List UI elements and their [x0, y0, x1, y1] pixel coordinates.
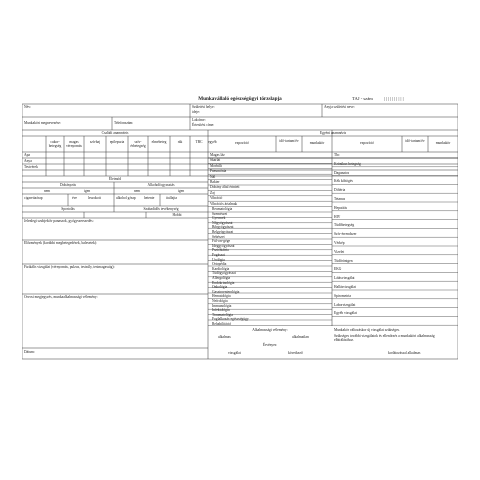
own-history-item: Bakter [210, 180, 220, 184]
family-col-2: szívbaj [89, 140, 101, 144]
right-list-item: Krónikus betegség [334, 161, 361, 166]
exposure-item: Hematológia [212, 294, 231, 299]
right-list-item: Vizelet [334, 249, 345, 254]
col-duration-right: idő-tartam/év [405, 139, 425, 143]
own-history-item: Vibrációs ártalmak [210, 201, 238, 206]
remarks-line-2: Szükséges további vizsgálatok és ellenőrzés a munkaköri alkalmasság elbírálásához. [334, 334, 435, 342]
own-history-title: Egyéni anamnézis [319, 131, 347, 135]
smoking-no[interactable]: nem [44, 189, 51, 193]
alcohol-yes[interactable]: igen [178, 189, 185, 193]
col-job-left: munkakör [309, 141, 325, 145]
exposure-item: Belgyógyászat [212, 230, 234, 234]
alcohol-drinks: italfajta [166, 196, 177, 200]
exposure-item: Nefrológia [212, 299, 228, 303]
right-list-item: Egyéb vizsgálat [334, 311, 357, 316]
exposure-item: Ideggyógyászat [212, 243, 235, 248]
exposure-item: Ortopédia [212, 262, 227, 267]
family-history-title: Családi anamnézis [101, 131, 129, 135]
col-exposure-right: expozíció [360, 141, 374, 145]
evaluation-fit[interactable]: alkalmas [218, 335, 231, 339]
field-address[interactable]: Lakcíme: [192, 118, 206, 122]
field-birth-place[interactable]: Születési helye: [192, 105, 215, 109]
field-notify-address[interactable]: Értesítési címe: [192, 123, 215, 127]
taj-label: TAJ - szám [352, 96, 373, 101]
own-history-item: Nál [210, 174, 216, 179]
evaluation-unfit[interactable]: alkalmatlan [292, 335, 309, 339]
exposure-item: Endokrinológia [212, 280, 235, 285]
right-list-item: Laborvizsgálat [334, 302, 356, 307]
own-history-item: Pneumónia [210, 169, 227, 174]
right-list-item: Daganatos [334, 170, 350, 175]
field-position[interactable]: Munkaköri megnevezése: [24, 121, 62, 125]
family-col-0: cukor-betegség [48, 140, 62, 148]
next-exam: következő [288, 351, 303, 355]
exposure-item: Szemészet [212, 211, 228, 216]
right-list-item: Hallásvizsgálat [334, 285, 356, 289]
medical-notes[interactable]: Orvosi megjegyzés, munkaalkalmassági vélemény: [24, 295, 98, 299]
exposure-item: Reumatológia [212, 207, 233, 211]
exposure-item: Sebészet [212, 234, 225, 239]
right-list-item: Kék köhögés [334, 179, 353, 184]
exposure-item: Foglalkozás-egészségügy [212, 317, 249, 322]
own-history-item: Dohány által érintett [210, 185, 240, 190]
family-col-5: elmebeteg [151, 140, 167, 144]
evaluation-label: Alkalmassági vélemény: [252, 328, 288, 332]
exposure-item: Rehabilitáció [212, 322, 232, 326]
exposure-item: Immunológia [212, 303, 232, 308]
exposure-item: Urológia [212, 257, 225, 262]
exposure-item: Gasztroenterológia [212, 289, 240, 294]
right-list-item: HIV [334, 214, 341, 219]
exposure-item: Bőrgyógyászat [212, 225, 234, 230]
exposure-item: Fül-orr-gége [212, 239, 231, 244]
exposure-item: Infektológia [212, 308, 230, 313]
signature-date[interactable]: Dátum: [24, 350, 35, 354]
smoking-yes[interactable]: igen [84, 189, 91, 193]
exposure-item: Traumatológia [212, 312, 234, 317]
exposure-item: Onkológia [212, 285, 228, 290]
own-history-item: Morbilli [210, 163, 222, 168]
smoking-quit: leszokott [88, 196, 101, 200]
family-row-siblings: Testvérek [24, 165, 38, 169]
exposure-item: Fogászat [212, 253, 225, 257]
form-title: Munkavállaló egészségügyi törzslapja [198, 96, 282, 102]
exposure-item: Allergológia [212, 276, 231, 280]
taj-boxes[interactable]: | | | | | | | | | | [384, 96, 404, 101]
family-row-mother: Anya [24, 159, 32, 163]
field-phone[interactable]: Telefonszám: [114, 121, 134, 125]
alcohol-label: Alkoholfogyasztás [147, 183, 175, 187]
cigarettes-per-day: cigaretta/nap [24, 196, 43, 200]
family-col-3: epilepszia [109, 140, 125, 144]
smoking-label: Dohányzás [60, 183, 76, 187]
right-list-item: Tetanus [334, 197, 346, 201]
right-list-item: EKG [334, 267, 342, 272]
family-col-6: rák [177, 140, 183, 144]
own-history-item: Magas láz [210, 153, 225, 157]
family-row-father: Apa [24, 153, 30, 157]
col-duration-left: idő-tartam/év [279, 139, 299, 143]
smoking-years: éve [72, 196, 77, 200]
field-name[interactable]: Név: [24, 105, 31, 109]
exposure-item: Nőgyógyászat [212, 220, 233, 225]
exposure-item: Pszichiátria [212, 248, 229, 253]
previous-history[interactable]: Előzmények (korábbi megbetegedések, balesetek): [24, 241, 98, 245]
right-list-item: Látásvizsgálat [334, 276, 355, 281]
family-col-4: szív-érbetegség [130, 140, 146, 148]
right-list-item: Vérkép [334, 241, 345, 245]
alcohol-no[interactable]: nem [134, 189, 141, 193]
right-list-item: Spirometria [334, 293, 351, 298]
own-history-item: Vibráció [210, 196, 223, 201]
hobby-label: Hobbi [172, 213, 182, 217]
exposure-item: Kardiológia [212, 266, 230, 271]
alcohol-amount: alkohol g/nap [116, 196, 136, 200]
lifestyle-title: Életmód [108, 177, 122, 181]
right-list-item: Tüdőbetegség [334, 223, 355, 228]
exam-date: vizsgálat [228, 351, 241, 355]
health-record-sheet [22, 96, 458, 360]
right-list-item: Tbc [334, 153, 340, 157]
right-list-item: Szív-érrendszer [334, 232, 357, 237]
field-mother-name[interactable]: Anyja születési neve: [324, 105, 355, 109]
own-history-item: Zaj [210, 190, 215, 195]
free-time-label: Szabadidős tevékenység [143, 207, 179, 211]
current-complaints[interactable]: Jelenlegi szubjektív panaszok, gyógyszerszedés: [24, 219, 94, 223]
valid-until: Érvényes: [262, 343, 278, 347]
right-list-item: Tüdőröntgen [334, 258, 353, 263]
family-col-7: TBC [195, 140, 203, 144]
physical-examination[interactable]: Fizikális vizsgálat (vérnyomás, pulzus, testsúly, testmagasság): [24, 265, 115, 269]
right-list-item: Diftéria [334, 188, 346, 193]
right-list-item: Hepatitis [334, 205, 347, 210]
field-birth-date[interactable]: ideje: [192, 110, 200, 114]
sport-label: Sportolás [61, 207, 75, 211]
own-history-item: Skarlát [210, 158, 221, 163]
family-col-1: magas vérnyomás [66, 140, 82, 148]
exposure-item: Tüdőgyógyászat [212, 271, 236, 276]
col-exposure-left: expozíció [235, 141, 249, 145]
exposure-item: Gyermek [212, 216, 226, 221]
family-col-8: egyéb [208, 140, 217, 144]
col-job-right: munkakör [435, 141, 451, 145]
alcohol-frequency: hetente [144, 196, 155, 200]
limited-fitness[interactable]: korlátozással alkalmas [388, 351, 421, 355]
remarks-line-1: Munkakör változáskor új vizsgálat szükséges. [334, 328, 400, 332]
